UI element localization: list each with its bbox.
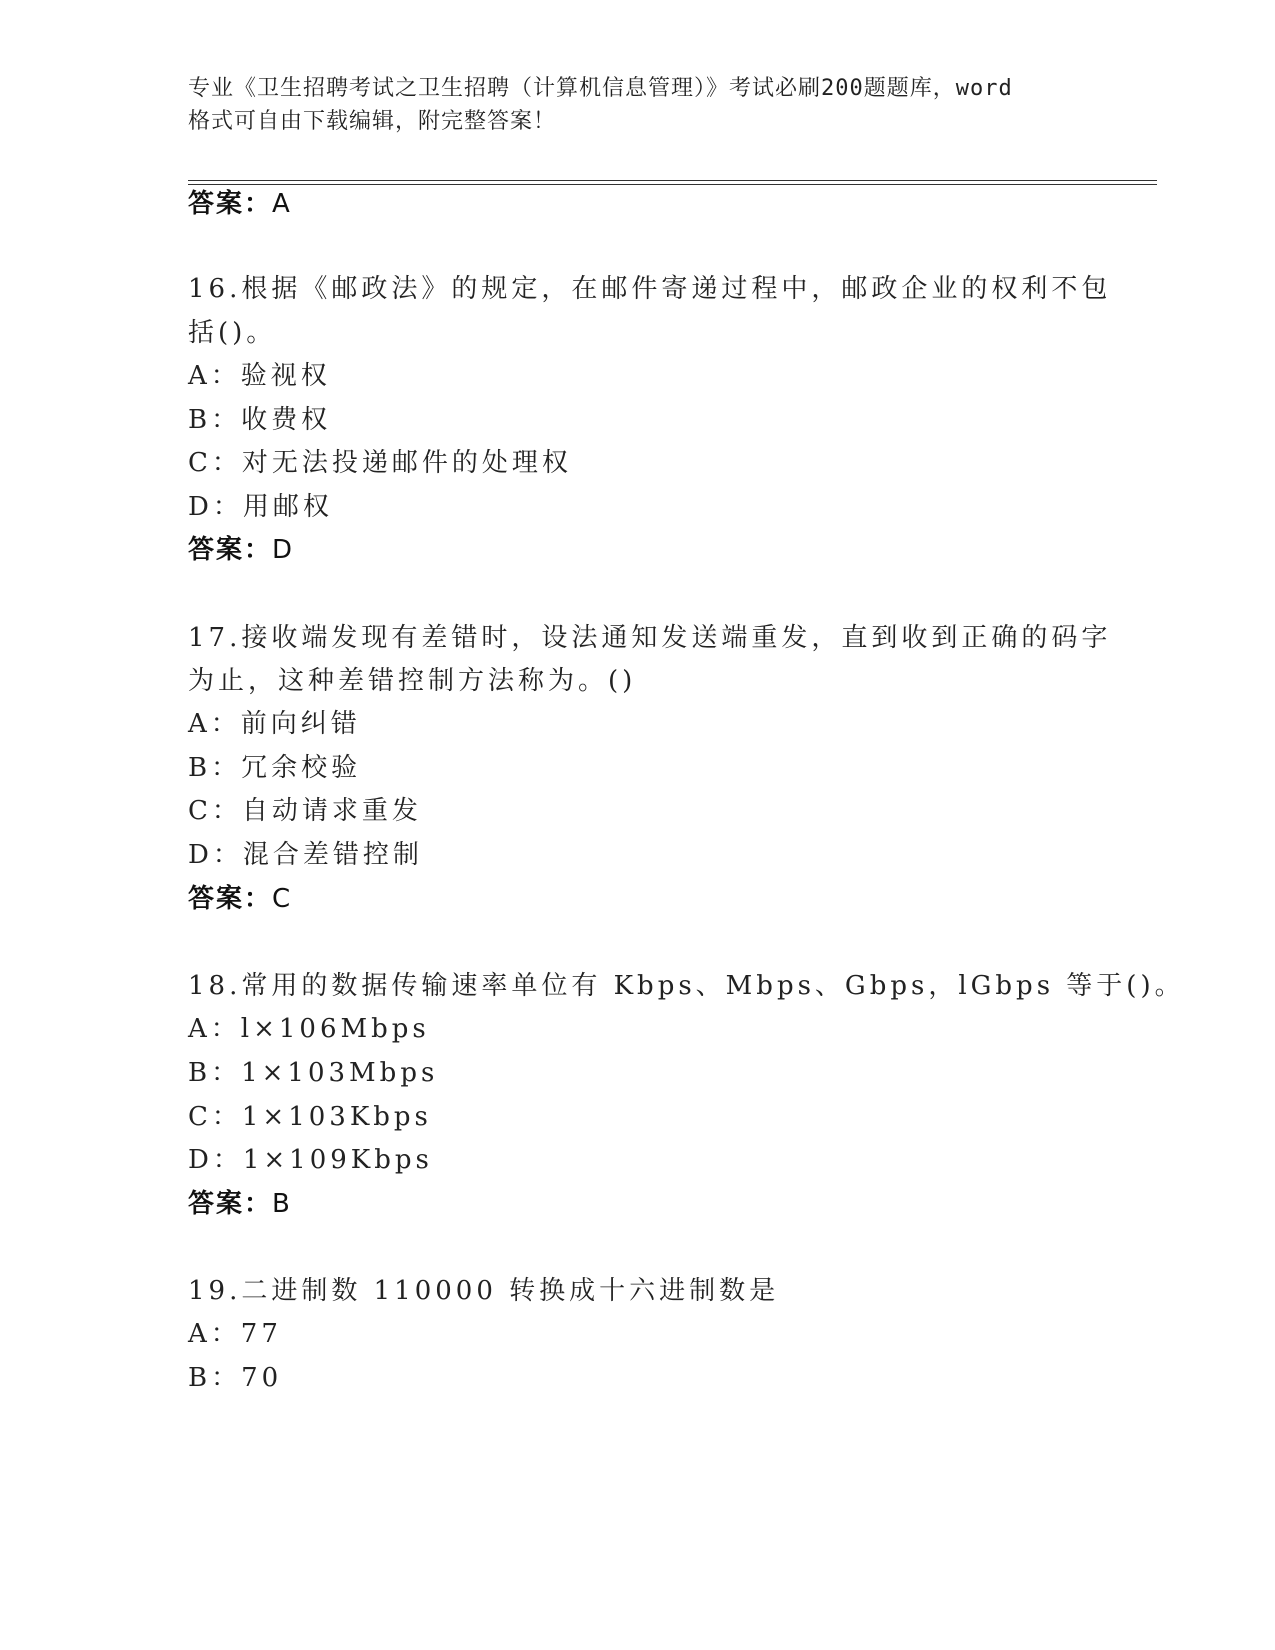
question-16-option-a: A：验视权	[188, 361, 331, 391]
answer-label: 答案：	[188, 1189, 273, 1219]
answer-line-q17	[188, 884, 292, 914]
document-header	[188, 72, 1088, 138]
answer-value: C	[272, 884, 293, 914]
question-17-option-d: D：混合差错控制	[188, 840, 423, 870]
question-text: 接收端发现有差错时，设法通知发送端重发，直到收到正确的码字	[241, 623, 1112, 653]
question-18-option-a: A：l×106Mbps	[188, 1014, 430, 1044]
answer-line-q15	[188, 189, 292, 219]
header-divider-top	[188, 180, 1157, 181]
question-17-option-b: B：冗余校验	[188, 753, 362, 783]
answer-value: D	[272, 535, 295, 565]
answer-value: A	[272, 189, 292, 219]
header-divider-bottom	[188, 184, 1157, 185]
question-text: 常用的数据传输速率单位有 Kbps、Mbps、Gbps，lGbps 等于()。	[241, 971, 1185, 1001]
question-16-stem	[188, 274, 1111, 304]
question-text: 根据《邮政法》的规定，在邮件寄递过程中，邮政企业的权利不包	[241, 274, 1112, 304]
header-line-1: 专业《卫生招聘考试之卫生招聘（计算机信息管理）》考试必刷200题题库，word	[188, 76, 1013, 101]
question-18-stem	[188, 971, 1185, 1001]
answer-line-q16	[188, 535, 294, 565]
answer-line-q18	[188, 1189, 292, 1219]
question-16-option-d: D：用邮权	[188, 492, 333, 522]
question-17-stem	[188, 623, 1111, 653]
question-number: 17.	[188, 623, 242, 653]
question-text: 二进制数 110000 转换成十六进制数是	[241, 1276, 780, 1306]
answer-label: 答案：	[188, 535, 273, 565]
question-17-stem-cont: 为止，这种差错控制方法称为。()	[188, 666, 637, 696]
answer-label: 答案：	[188, 884, 273, 914]
answer-value: B	[272, 1189, 292, 1219]
question-19-stem	[188, 1276, 779, 1306]
header-line-2: 格式可自由下载编辑，附完整答案！	[188, 109, 557, 134]
question-18-option-c: C：1×103Kbps	[188, 1102, 432, 1132]
question-16-stem-cont: 括()。	[188, 318, 277, 348]
question-16-option-b: B：收费权	[188, 405, 332, 435]
question-16-option-c: C：对无法投递邮件的处理权	[188, 448, 572, 478]
question-17-option-c: C：自动请求重发	[188, 796, 422, 826]
question-number: 19.	[188, 1276, 242, 1306]
question-18-option-d: D：1×109Kbps	[188, 1145, 433, 1175]
question-19-option-a: A：77	[188, 1319, 282, 1349]
question-19-option-b: B：70	[188, 1363, 283, 1393]
question-number: 16.	[188, 274, 242, 304]
answer-label: 答案：	[188, 189, 273, 219]
question-18-option-b: B：1×103Mbps	[188, 1058, 439, 1088]
question-17-option-a: A：前向纠错	[188, 709, 361, 739]
question-number: 18.	[188, 971, 242, 1001]
